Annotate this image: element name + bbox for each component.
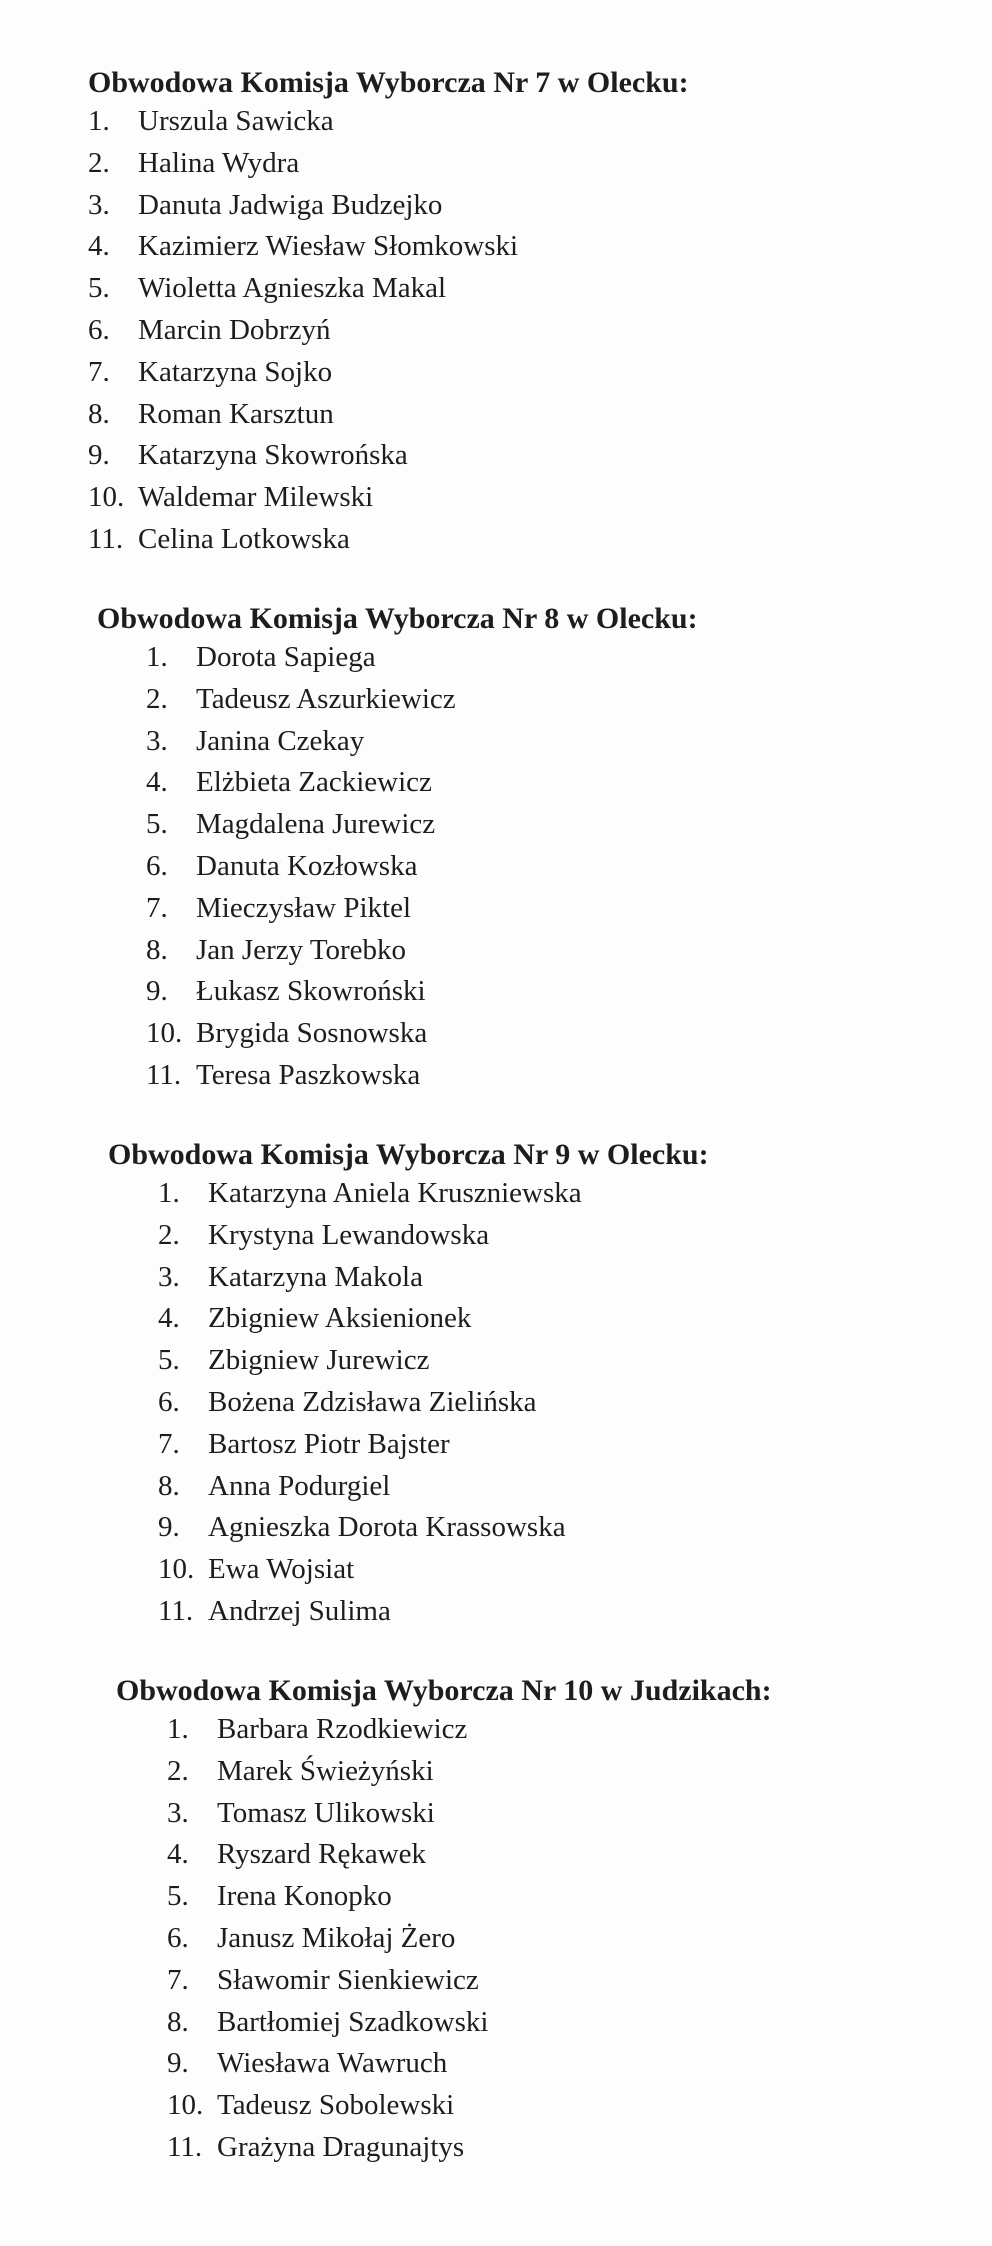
item-number: 6. [167,1921,189,1954]
list-item [88,519,992,561]
item-number: 6. [158,1385,180,1418]
item-number: 3. [88,188,110,221]
member-name: Andrzej Sulima [208,1594,391,1627]
member-name: Dorota Sapiega [196,641,376,673]
list-item [158,1382,992,1424]
list-item [88,268,992,310]
list-item [158,1340,992,1382]
member-name: Danuta Jadwiga Budzejko [138,188,443,221]
member-list [158,1173,992,1633]
list-item [167,1709,992,1751]
item-number: 10. [88,481,125,514]
item-number: 1. [167,1713,189,1745]
member-name: Barbara Rzodkiewicz [217,1713,468,1745]
item-number: 9. [158,1511,180,1544]
item-number: 3. [167,1796,189,1829]
list-item [158,1298,992,1340]
item-number: 10. [167,2089,204,2122]
list-item [167,1918,992,1960]
item-number: 4. [146,766,168,799]
item-number: 4. [158,1302,180,1335]
list-item [146,804,992,846]
member-name: Katarzyna Aniela Kruszniewska [208,1177,582,1209]
list-item [146,1055,992,1097]
item-number: 8. [167,2005,189,2038]
list-item [88,310,992,352]
item-number: 11. [88,522,124,555]
member-name: Teresa Paszkowska [196,1058,421,1091]
item-number: 7. [167,1963,189,1996]
member-name: Kazimierz Wiesław Słomkowski [138,230,519,263]
member-name: Agnieszka Dorota Krassowska [208,1511,566,1544]
member-name: Magdalena Jurewicz [196,808,436,841]
item-number: 7. [146,891,168,924]
item-number: 1. [88,105,110,137]
member-name: Katarzyna Skowrońska [138,439,408,472]
list-item [88,226,992,268]
list-item [88,352,992,394]
list-item [167,1876,992,1918]
list-item [88,185,992,227]
commission-section-10 [116,1673,992,2169]
commission-section-9 [108,1137,992,1633]
member-name: Janina Czekay [196,724,365,757]
member-name: Irena Konopko [217,1880,392,1913]
list-item [167,2002,992,2044]
member-name: Tomasz Ulikowski [217,1796,435,1829]
member-name: Anna Podurgiel [208,1469,391,1502]
item-number: 10. [158,1553,195,1586]
item-number: 9. [146,975,168,1008]
list-item [167,2127,992,2169]
member-name: Danuta Kozłowska [196,849,418,882]
member-name: Wioletta Agnieszka Makal [138,272,447,305]
list-item [158,1549,992,1591]
member-name: Bartłomiej Szadkowski [217,2005,489,2038]
list-item [167,2043,992,2085]
item-number: 1. [146,641,168,673]
member-name: Katarzyna Makola [208,1260,423,1293]
item-number: 2. [146,682,168,715]
list-item [88,101,992,143]
member-name: Jan Jerzy Torebko [196,933,407,966]
commission-section-8 [97,601,992,1097]
item-number: 8. [146,933,168,966]
item-number: 11. [158,1594,194,1627]
member-name: Bartosz Piotr Bajster [208,1427,450,1460]
list-item [88,394,992,436]
commission-title: Obwodowa Komisja Wyborcza Nr 9 w Olecku: [108,1138,709,1171]
list-item [167,1834,992,1876]
item-number: 3. [146,724,168,757]
list-item [146,679,992,721]
list-item [158,1215,992,1257]
item-number: 8. [88,397,110,430]
commission-title: Obwodowa Komisja Wyborcza Nr 10 w Judzikach: [116,1674,772,1707]
list-item [158,1257,992,1299]
list-item [146,1013,992,1055]
member-name: Celina Lotkowska [138,522,350,555]
item-number: 9. [167,2047,189,2080]
list-item [88,435,992,477]
member-name: Krystyna Lewandowska [208,1218,490,1251]
member-name: Tadeusz Aszurkiewicz [196,682,456,715]
list-item [146,721,992,763]
item-number: 2. [158,1218,180,1251]
item-number: 5. [158,1344,180,1377]
list-item [167,1960,992,2002]
member-name: Łukasz Skowroński [196,975,426,1008]
list-item [88,477,992,519]
item-number: 7. [88,355,110,388]
commission-section-7 [88,65,992,561]
member-name: Brygida Sosnowska [196,1017,428,1050]
item-number: 6. [88,313,110,346]
member-name: Tadeusz Sobolewski [217,2089,455,2122]
list-item [146,888,992,930]
commission-title: Obwodowa Komisja Wyborcza Nr 7 w Olecku: [88,66,689,99]
member-name: Halina Wydra [138,146,300,179]
member-name: Janusz Mikołaj Żero [217,1921,456,1954]
list-item [167,1793,992,1835]
item-number: 4. [88,230,110,263]
member-list [167,1709,992,2169]
member-name: Zbigniew Aksienionek [208,1302,472,1335]
item-number: 7. [158,1427,180,1460]
item-number: 11. [146,1058,182,1091]
member-name: Bożena Zdzisława Zielińska [208,1385,537,1418]
list-item [158,1173,992,1215]
list-item [158,1466,992,1508]
item-number: 1. [158,1177,180,1209]
item-number: 5. [146,808,168,841]
member-name: Ryszard Rękawek [217,1838,427,1871]
member-name: Waldemar Milewski [138,481,374,514]
member-name: Zbigniew Jurewicz [208,1344,430,1377]
member-name: Sławomir Sienkiewicz [217,1963,479,1996]
list-item [146,971,992,1013]
item-number: 11. [167,2130,203,2163]
commission-title: Obwodowa Komisja Wyborcza Nr 8 w Olecku: [97,602,698,635]
member-name: Marek Świeżyński [217,1754,434,1787]
member-list [146,637,992,1097]
item-number: 6. [146,849,168,882]
member-list [88,101,992,561]
item-number: 2. [167,1754,189,1787]
member-name: Elżbieta Zackiewicz [196,766,432,799]
item-number: 4. [167,1838,189,1871]
list-item [158,1507,992,1549]
member-name: Katarzyna Sojko [138,355,333,388]
member-name: Ewa Wojsiat [208,1553,355,1586]
item-number: 5. [88,272,110,305]
member-name: Mieczysław Piktel [196,891,412,924]
item-number: 5. [167,1880,189,1913]
list-item [146,637,992,679]
list-item [158,1591,992,1633]
item-number: 3. [158,1260,180,1293]
list-item [167,1751,992,1793]
list-item [167,2085,992,2127]
list-item [88,143,992,185]
item-number: 2. [88,146,110,179]
member-name: Urszula Sawicka [138,105,334,137]
list-item [158,1424,992,1466]
member-name: Marcin Dobrzyń [138,313,331,346]
member-name: Wiesława Wawruch [217,2047,448,2080]
item-number: 8. [158,1469,180,1502]
member-name: Roman Karsztun [138,397,334,430]
list-item [146,930,992,972]
member-name: Grażyna Dragunajtys [217,2130,465,2163]
list-item [146,846,992,888]
item-number: 10. [146,1017,183,1050]
list-item [146,762,992,804]
item-number: 9. [88,439,110,472]
